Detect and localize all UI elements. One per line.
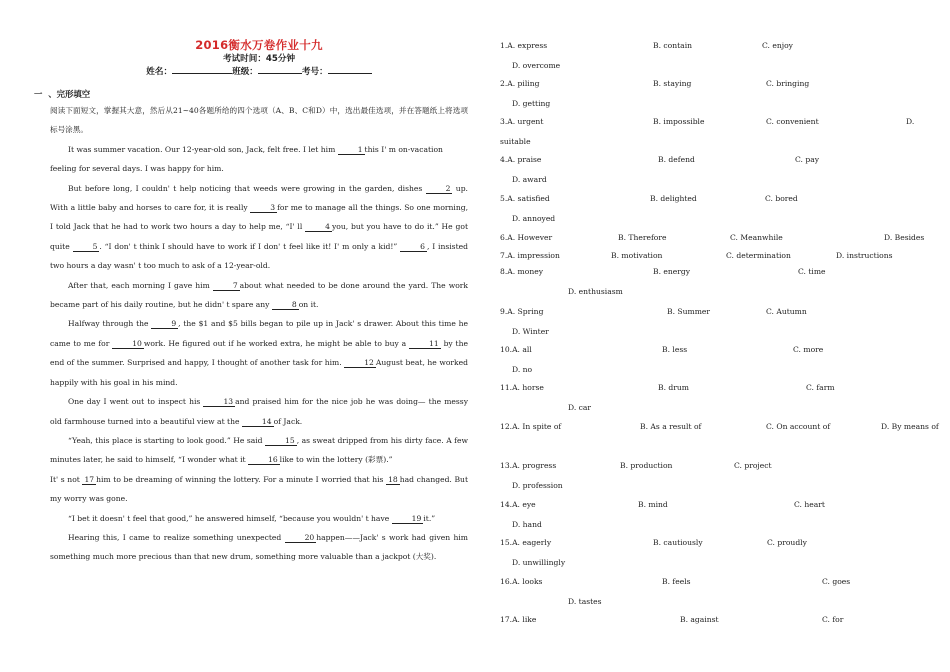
q12-option-a: 12.A. In spite of — [500, 422, 562, 431]
section-number: 一 — [34, 89, 43, 99]
q6-option-a: 6.A. However — [500, 233, 553, 242]
q8-option-b: B. energy — [653, 267, 691, 276]
q13-option-b: B. production — [620, 461, 673, 470]
q3-option-d: suitable — [500, 137, 531, 146]
q3-option-b: B. impossible — [653, 117, 705, 126]
blank-8: 8 — [272, 300, 299, 310]
q3-option-d-letter: D. — [906, 117, 915, 126]
passage-text: . “I don' t think I should have to work if I don' t feel like it! I' m only a kid!” — [99, 241, 401, 251]
q3-option-c: C. convenient — [766, 117, 819, 126]
q16-option-c: C. goes — [822, 577, 851, 586]
q16-option-b: B. feels — [662, 577, 691, 586]
passage-text: up. With a little baby and horses to care for, it is really — [50, 183, 468, 213]
number-label: 考号： — [301, 67, 328, 77]
q2-option-b: B. staying — [653, 79, 692, 88]
q15-option-b: B. cautiously — [653, 538, 703, 547]
passage-text: of Jack. — [273, 416, 303, 426]
q14-option-c: C. heart — [794, 500, 825, 509]
blank-6: 6 — [400, 242, 427, 252]
blank-15: 15 — [265, 436, 297, 446]
blank-9: 9 — [151, 319, 178, 329]
q5-option-a: 5.A. satisfied — [500, 194, 550, 203]
q6-option-b: B. Therefore — [618, 233, 667, 242]
paragraph — [50, 276, 468, 315]
blank-11: 11 — [409, 339, 441, 349]
paragraph — [50, 431, 468, 470]
q7-option-b: B. motivation — [611, 251, 663, 260]
q1-option-a: 1.A. express — [500, 41, 548, 50]
passage-text: like to win the lottery (彩票).” — [279, 455, 393, 465]
section-title: 、完形填空 — [48, 89, 91, 99]
paragraph — [50, 509, 468, 528]
passage-text: about what needed to be done around the yard. The work became part of his daily routine, but he didn' t spare any — [50, 280, 468, 310]
q10-option-c: C. more — [793, 345, 824, 354]
q9-option-b: B. Summer — [667, 307, 711, 316]
q9-option-c: C. Autumn — [766, 307, 807, 316]
passage-text: “Yeah, this place is starting to look good.” He said — [68, 435, 266, 445]
blank-5: 5 — [73, 242, 100, 252]
blank-13: 13 — [203, 397, 235, 407]
blank-18: 18 — [388, 474, 398, 484]
passage-text: him to be dreaming of winning the lottery. For a minute I worried that his — [96, 474, 387, 484]
passage-text: it.” — [423, 513, 436, 523]
q4-option-c: C. pay — [795, 155, 820, 164]
paragraph — [50, 470, 468, 509]
q11-option-d: D. car — [568, 403, 592, 412]
blank-17: 17 — [84, 474, 95, 484]
blank-19: 19 — [392, 514, 424, 524]
q8-option-d: D. enthusiasm — [568, 287, 623, 296]
passage-text: this I' m on-vacation — [364, 144, 443, 154]
q3-option-a: 3.A. urgent — [500, 117, 544, 126]
passage-text: and praised him for the nice job he was doing— the messy old farmhouse turned into a beautiful view at the — [50, 397, 468, 426]
blank-7: 7 — [213, 281, 240, 291]
passage-text: It' s not — [50, 474, 83, 484]
page-title: 2016衡水万卷作业十九 — [195, 38, 323, 52]
paragraph — [50, 392, 468, 431]
q14-option-a: 14.A. eye — [500, 500, 536, 509]
q4-option-d: D. award — [512, 175, 547, 184]
q14-option-b: B. mind — [638, 500, 668, 509]
q12-option-d: D. By means of — [881, 422, 939, 431]
class-label: 班级： — [232, 67, 258, 77]
q12-option-b: B. As a result of — [640, 422, 702, 431]
q8-option-c: C. time — [798, 267, 826, 276]
q1-option-b: B. contain — [653, 41, 693, 50]
q13-option-a: 13.A. progress — [500, 461, 557, 470]
paragraph — [50, 528, 468, 567]
q4-option-a: 4.A. praise — [500, 155, 542, 164]
q9-option-a: 9.A. Spring — [500, 307, 544, 316]
blank-1: 1 — [338, 145, 365, 155]
q12-option-c: C. On account of — [766, 422, 831, 431]
cloze-passage — [50, 101, 468, 567]
q6-option-d: D. Besides — [884, 233, 925, 242]
passage-text: But before long, I couldn' t help noticing that weeds were growing in the garden, dishes — [68, 183, 426, 193]
passage-text: on it. — [298, 300, 319, 310]
passage-text: “I bet it doesn' t feel that good,” he answered himself, “because you wouldn' t have — [68, 513, 392, 523]
q7-option-c: C. determination — [726, 251, 791, 260]
blank-3: 3 — [250, 203, 277, 213]
q5-option-c: C. bored — [765, 194, 798, 203]
q1-option-d: D. overcome — [512, 61, 561, 70]
section-heading — [34, 88, 90, 100]
q2-option-d: D. getting — [512, 99, 551, 108]
passage-text: After that, each morning I gave him — [68, 280, 213, 290]
paragraph — [50, 179, 468, 276]
q11-option-c: C. farm — [806, 383, 835, 392]
passage-text: Halfway through the — [68, 319, 152, 329]
instructions: 阅读下面短文，掌握其大意，然后从21~40各题所给的四个选项（A、B、C和D）中，选出最佳选项，并在答题纸上将选项标号涂黑。 — [50, 106, 468, 135]
q17-option-a: 17.A. like — [500, 615, 537, 624]
passage-text: for me to manage all the things. So one morning, I told Jack that he had to work two hours a day to help me, “I' ll — [50, 203, 468, 232]
q10-option-a: 10.A. all — [500, 345, 532, 354]
passage-text: happen——Jack' s work had given him something much more precious than that new drum, something more valuable than a jackpot (大奖). — [50, 532, 468, 562]
blank-4: 4 — [305, 222, 332, 232]
q15-option-c: C. proudly — [767, 538, 807, 547]
passage-text: you, but you have to do it.” He got quite — [50, 222, 468, 251]
q9-option-d: D. Winter — [512, 327, 549, 336]
blank-12: 12 — [344, 358, 376, 368]
passage-text: , I insisted two hours a day wasn' t too much to ask of a 12-year-old. — [50, 241, 468, 271]
q14-option-d: D. hand — [512, 520, 542, 529]
blank-20: 20 — [285, 533, 317, 543]
blank-14: 14 — [242, 417, 274, 427]
passage-text: had changed. But my worry was gone. — [50, 474, 468, 504]
passage-text: One day I went out to inspect his — [68, 397, 204, 407]
q17-option-c: C. for — [822, 615, 844, 624]
q15-option-a: 15.A. eagerly — [500, 538, 552, 547]
q11-option-b: B. drum — [658, 383, 689, 392]
q13-option-d: D. profession — [512, 481, 563, 490]
q5-option-b: B. delighted — [650, 194, 697, 203]
number-field[interactable] — [328, 64, 372, 74]
paragraph — [50, 140, 468, 159]
name-label: 姓名： — [146, 67, 173, 77]
q1-option-c: C. enjoy — [762, 41, 793, 50]
q2-option-a: 2.A. piling — [500, 79, 540, 88]
q15-option-d: D. unwillingly — [512, 558, 566, 567]
blank-10: 10 — [112, 339, 144, 349]
passage-text: August beat, he worked happily with his goal in his mind. — [50, 358, 468, 387]
class-field[interactable] — [258, 64, 302, 74]
blank-2: 2 — [426, 184, 453, 194]
paragraph-continuation: feeling for several days. I was happy for him. — [50, 164, 224, 174]
q11-option-a: 11.A. horse — [500, 383, 544, 392]
q10-option-b: B. less — [662, 345, 688, 354]
exam-time: 考试时间：45分钟 — [222, 54, 296, 64]
q7-option-a: 7.A. impression — [500, 251, 560, 260]
name-field[interactable] — [172, 64, 232, 74]
blank-16: 16 — [248, 455, 280, 465]
passage-text: It was summer vacation. Our 12-year-old son, Jack, felt free. I let him — [68, 144, 338, 154]
passage-text: , as sweat dripped from his dirty face. A few minutes later, he said to himself, “I wonder what it — [50, 435, 468, 465]
q8-option-a: 8.A. money — [500, 267, 544, 276]
passage-text: Hearing this, I came to realize something unexpected — [68, 532, 285, 542]
q4-option-b: B. defend — [658, 155, 695, 164]
passage-text: , the $1 and $5 bills began to pile up in Jack' s drawer. About this time he came to me for — [50, 319, 468, 348]
q16-option-d: D. tastes — [568, 597, 602, 606]
q7-option-d: D. instructions — [836, 251, 893, 260]
q16-option-a: 16.A. looks — [500, 577, 543, 586]
q13-option-c: C. project — [734, 461, 772, 470]
q6-option-c: C. Meanwhile — [730, 233, 783, 242]
passage-text: by the end of the summer. Surprised and happy, I thought of another task for him. — [50, 338, 468, 368]
q2-option-c: C. bringing — [766, 79, 810, 88]
student-info-line — [50, 64, 468, 77]
q17-option-b: B. against — [680, 615, 719, 624]
q5-option-d: D. annoyed — [512, 214, 556, 223]
q10-option-d: D. no — [512, 365, 533, 374]
paragraph — [50, 314, 468, 392]
passage-text: work. He figured out if he worked extra, he might be able to buy a — [143, 338, 410, 348]
